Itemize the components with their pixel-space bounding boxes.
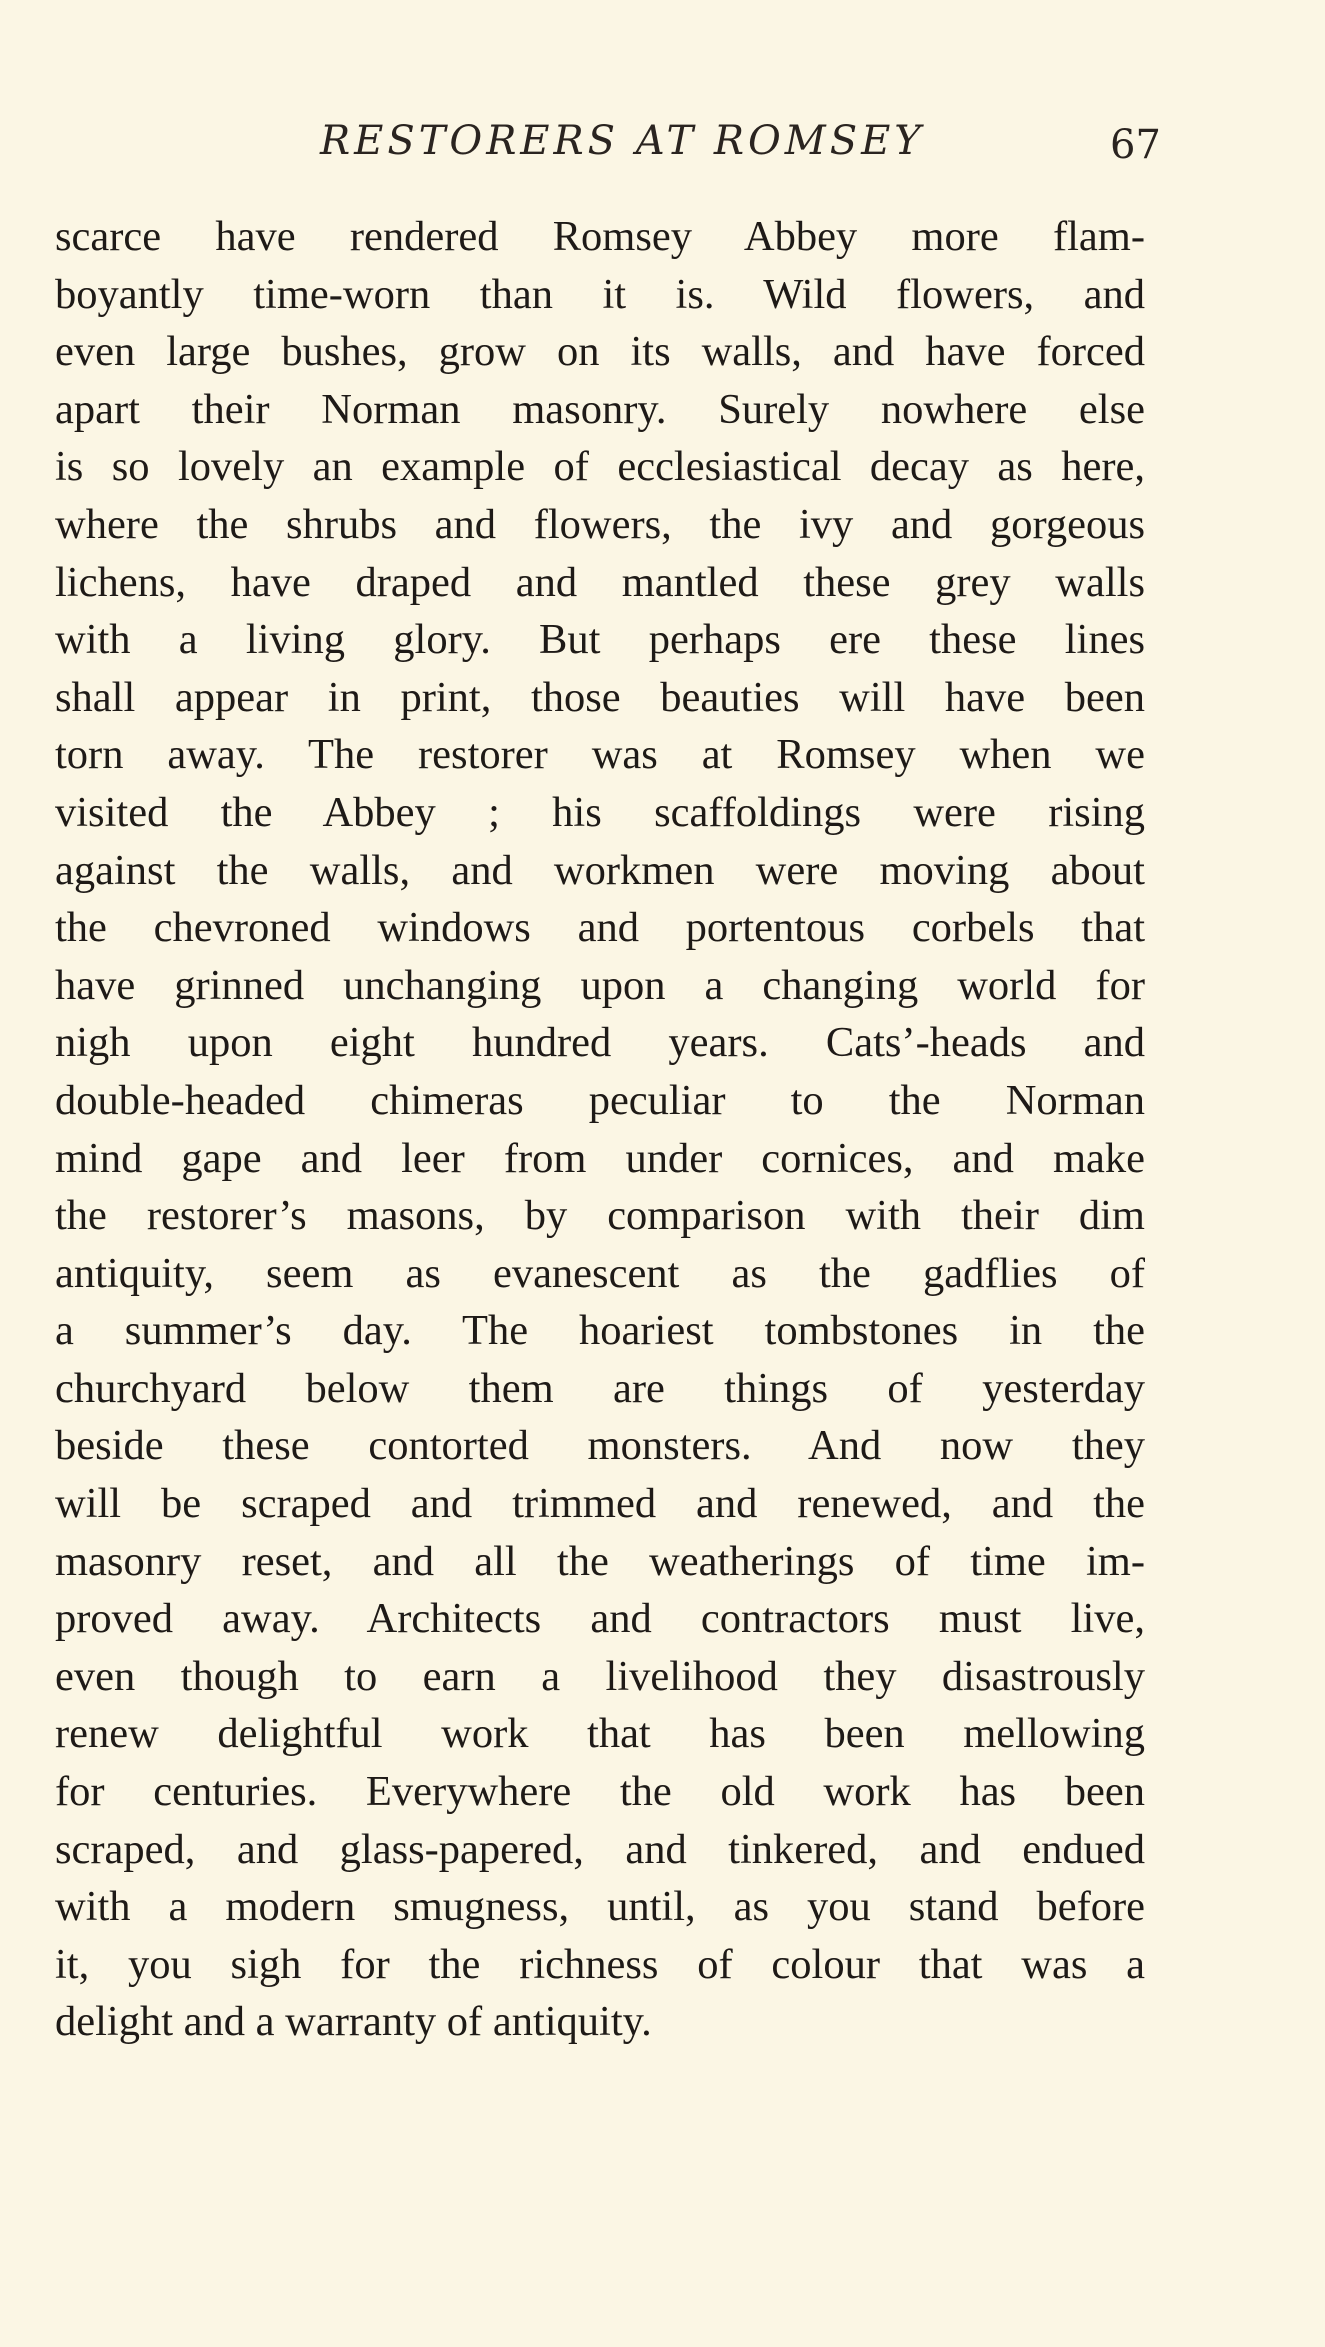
text-line: nigh upon eight hundred years. Cats’-heads and	[55, 1019, 1145, 1067]
text-line: where the shrubs and flowers, the ivy and gorgeous	[55, 500, 1145, 548]
text-line: with a modern smugness, until, as you stand before	[55, 1883, 1145, 1931]
text-line: the chevroned windows and portentous corbels that	[55, 904, 1145, 952]
text-line: is so lovely an example of ecclesiastical decay as here,	[55, 443, 1145, 491]
text-line: boyantly time-worn than it is. Wild flowers, and	[55, 270, 1145, 318]
text-line: masonry reset, and all the weatherings of time im-	[55, 1537, 1145, 1585]
text-line: a summer’s day. The hoariest tombstones in the	[55, 1307, 1145, 1355]
text-line: even large bushes, grow on its walls, and have forced	[55, 328, 1145, 376]
text-line: with a living glory. But perhaps ere these lines	[55, 616, 1145, 664]
text-line: antiquity, seem as evanescent as the gadflies of	[55, 1249, 1145, 1297]
text-line: it, you sigh for the richness of colour that was a	[55, 1940, 1145, 1988]
text-line: for centuries. Everywhere the old work has been	[55, 1768, 1145, 1816]
text-line: have grinned unchanging upon a changing world for	[55, 961, 1145, 1009]
text-line: renew delightful work that has been mellowing	[55, 1710, 1145, 1758]
body-text	[55, 208, 1145, 2051]
text-line: lichens, have draped and mantled these grey walls	[55, 558, 1145, 606]
text-line: delight and a warranty of antiquity.	[55, 1998, 652, 2046]
running-head	[0, 118, 1325, 178]
text-line: scarce have rendered Romsey Abbey more flam-	[55, 213, 1145, 260]
text-line: will be scraped and trimmed and renewed, and the	[55, 1480, 1145, 1528]
text-line: even though to earn a livelihood they disastrously	[55, 1652, 1145, 1700]
text-line: torn away. The restorer was at Romsey when we	[55, 731, 1145, 779]
text-line: churchyard below them are things of yesterday	[55, 1364, 1145, 1412]
text-line: proved away. Architects and contractors must live,	[55, 1595, 1145, 1643]
text-line: apart their Norman masonry. Surely nowhere else	[55, 385, 1145, 433]
text-line: double-headed chimeras peculiar to the Norman	[55, 1076, 1145, 1124]
text-line: scraped, and glass-papered, and tinkered, and endued	[55, 1825, 1145, 1873]
text-line: beside these contorted monsters. And now they	[55, 1422, 1145, 1470]
text-line: shall appear in print, those beauties will have been	[55, 673, 1145, 721]
text-line: visited the Abbey ; his scaffoldings were rising	[55, 788, 1145, 836]
running-title: RESTORERS AT ROMSEY	[320, 118, 925, 164]
page-number: 67	[1110, 122, 1161, 168]
text-line: against the walls, and workmen were moving about	[55, 846, 1145, 894]
text-line: the restorer’s masons, by comparison with their dim	[55, 1192, 1145, 1240]
text-line: mind gape and leer from under cornices, and make	[55, 1134, 1145, 1182]
